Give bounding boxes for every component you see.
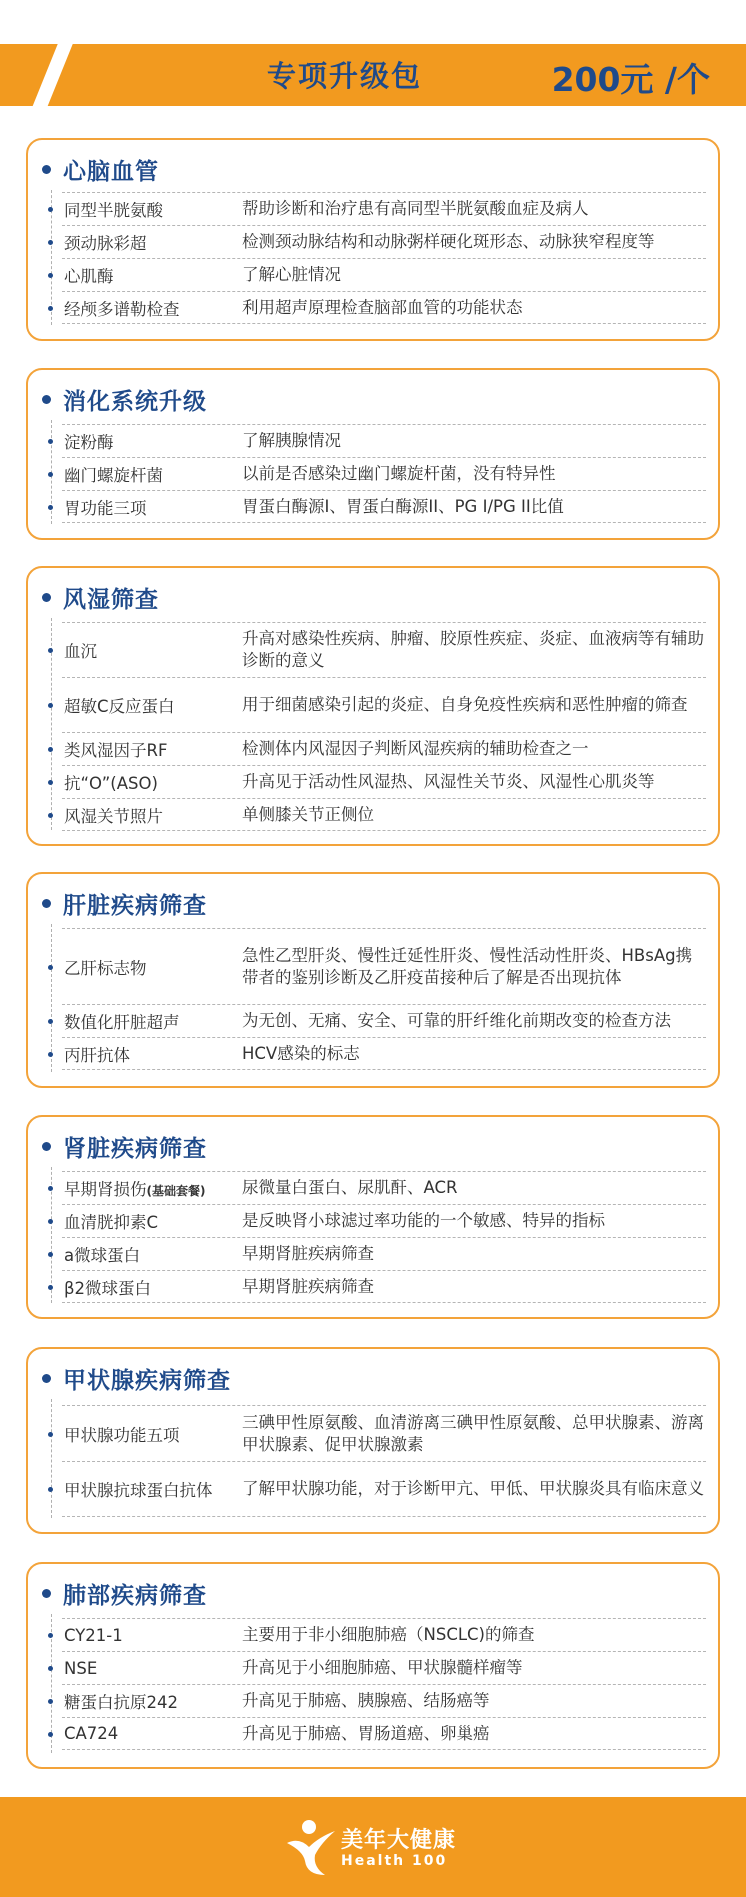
item-desc: 尿微量白蛋白、尿肌酐、ACR [242,1178,458,1197]
item-name: 幽门螺旋杆菌 [64,466,163,485]
item-desc: 了解心脏情况 [242,265,341,284]
item-name: 颈动脉彩超 [64,234,147,253]
section-digestive [26,368,720,540]
item-desc: 升高见于肺癌、胃肠道癌、卵巢癌 [242,1723,490,1743]
bullet-icon [42,899,51,908]
footer-banner [0,1797,746,1897]
section-lung [26,1562,720,1769]
section-title: 甲状腺疾病筛查 [63,1367,231,1394]
item-name: 胃功能三项 [64,498,147,518]
item-desc: 急性乙型肝炎、慢性迁延性肝炎、慢性活动性肝炎、HBsAg携带者的鉴别诊断及乙肝疫苗接种后了解是否出现抗体 [242,945,693,987]
item-name: 血沉 [64,642,97,661]
item-desc: 胃蛋白酶源I、胃蛋白酶源II、PG I/PG II比值 [242,496,564,516]
brand-name-cn: 美年大健康 [341,1828,457,1853]
item-name: 风湿关节照片 [64,806,163,826]
bullet-icon [42,593,51,602]
item-name: 淀粉酶 [64,433,114,452]
list-item [62,1171,706,1204]
list-item [62,258,706,291]
item-name: 丙肝抗体 [64,1045,130,1065]
item-name: a微球蛋白 [64,1246,141,1265]
item-name: 抗“O”(ASO) [64,774,158,793]
item-desc: 为无创、无痛、安全、可靠的肝纤维化前期改变的检查方法 [242,1011,671,1030]
item-desc: 了解甲状腺功能，对于诊断甲亢、甲低、甲状腺炎具有临床意义 [242,1479,704,1498]
price-label: 200元 /个 [551,60,710,99]
item-desc: 利用超声原理检查脑部血管的功能状态 [242,297,523,317]
item-name: β2微球蛋白 [64,1278,152,1298]
list-item [62,457,706,490]
brand-logo [285,1817,475,1881]
list-item [62,192,706,225]
list-item [62,1461,706,1517]
brand-name-en: Health 100 [341,1853,448,1869]
list-item [62,1270,706,1303]
item-name: 糖蛋白抗原242 [64,1693,178,1712]
section-rheumatism [26,566,720,846]
list-item [62,1684,706,1717]
item-desc: 了解胰腺情况 [242,431,341,450]
section-kidney [26,1115,720,1319]
item-desc: 早期肾脏疾病筛查 [242,1276,374,1296]
section-title: 肝脏疾病筛查 [63,892,207,919]
section-title: 消化系统升级 [63,388,207,415]
list-item [62,765,706,798]
item-desc: HCV感染的标志 [242,1043,360,1063]
bullet-icon [42,165,51,174]
item-desc: 主要用于非小细胞肺癌（NSCLC)的筛查 [242,1625,535,1644]
item-name: NSE [64,1658,98,1678]
page-title: 专项升级包 [267,59,423,93]
item-name: 早期肾损伤(基础套餐) [64,1180,206,1199]
item-name: 超敏C反应蛋白 [64,697,175,716]
list-item [62,1651,706,1684]
section-cardio [26,138,720,341]
item-desc: 是反映肾小球滤过率功能的一个敏感、特异的指标 [242,1211,605,1230]
list-item [62,1204,706,1237]
item-name: 血清胱抑素C [64,1213,159,1232]
list-item [62,424,706,457]
item-name: 同型半胱氨酸 [64,201,163,220]
list-item [62,291,706,324]
list-item [62,798,706,831]
bullet-icon [42,1142,51,1151]
item-name: 数值化肝脏超声 [64,1013,180,1032]
list-item [62,1004,706,1037]
item-desc: 帮助诊断和治疗患有高同型半胱氨酸血症及病人 [242,199,589,218]
item-name: 甲状腺抗球蛋白抗体 [64,1481,213,1500]
bullet-icon [42,1374,51,1383]
section-title: 肺部疾病筛查 [63,1582,207,1609]
item-desc: 三碘甲性原氨酸、血清游离三碘甲性原氨酸、总甲状腺素、游离甲状腺素、促甲状腺激素 [242,1412,704,1454]
list-item [62,490,706,523]
item-desc: 升高见于活动性风湿热、风湿性关节炎、风湿性心肌炎等 [242,772,655,791]
list-item [62,1037,706,1070]
list-item [62,225,706,258]
item-desc: 升高见于肺癌、胰腺癌、结肠癌等 [242,1691,490,1710]
item-name: 乙肝标志物 [64,958,147,978]
list-item [62,677,706,732]
section-liver [26,872,720,1088]
item-desc: 检测体内风湿因子判断风湿疾病的辅助检查之一 [242,739,589,758]
item-desc: 早期肾脏疾病筛查 [242,1244,374,1263]
banner-slash-decoration [28,44,75,106]
header-banner [0,44,746,106]
item-name: 类风湿因子RF [64,741,168,760]
item-name: 经颅多谱勒检查 [64,299,180,319]
bullet-icon [42,1589,51,1598]
item-desc: 单侧膝关节正侧位 [242,804,374,824]
list-item [62,1237,706,1270]
section-title: 心脑血管 [63,158,159,185]
item-name: 甲状腺功能五项 [64,1425,180,1445]
list-item [62,1717,706,1750]
item-name: CA724 [64,1724,119,1743]
item-name: 心肌酶 [64,267,114,286]
item-desc: 检测颈动脉结构和动脉粥样硬化斑形态、动脉狭窄程度等 [242,232,655,251]
list-item [62,622,706,677]
person-logo-icon [285,1817,337,1879]
list-item [62,1618,706,1651]
item-desc: 用于细菌感染引起的炎症、自身免疫性疾病和恶性肿瘤的筛查 [242,695,688,714]
list-item [62,1405,706,1461]
section-title: 肾脏疾病筛查 [63,1135,207,1162]
item-desc: 以前是否感染过幽门螺旋杆菌，没有特异性 [242,464,556,483]
item-desc: 升高见于小细胞肺癌、甲状腺髓样瘤等 [242,1658,523,1677]
item-desc: 升高对感染性疾病、肿瘤、胶原性疾症、炎症、血液病等有辅助诊断的意义 [242,629,704,670]
section-thyroid [26,1347,720,1534]
item-name: CY21-1 [64,1625,123,1645]
section-title: 风湿筛查 [63,586,159,613]
list-item [62,928,706,1004]
bullet-icon [42,395,51,404]
list-item [62,732,706,765]
